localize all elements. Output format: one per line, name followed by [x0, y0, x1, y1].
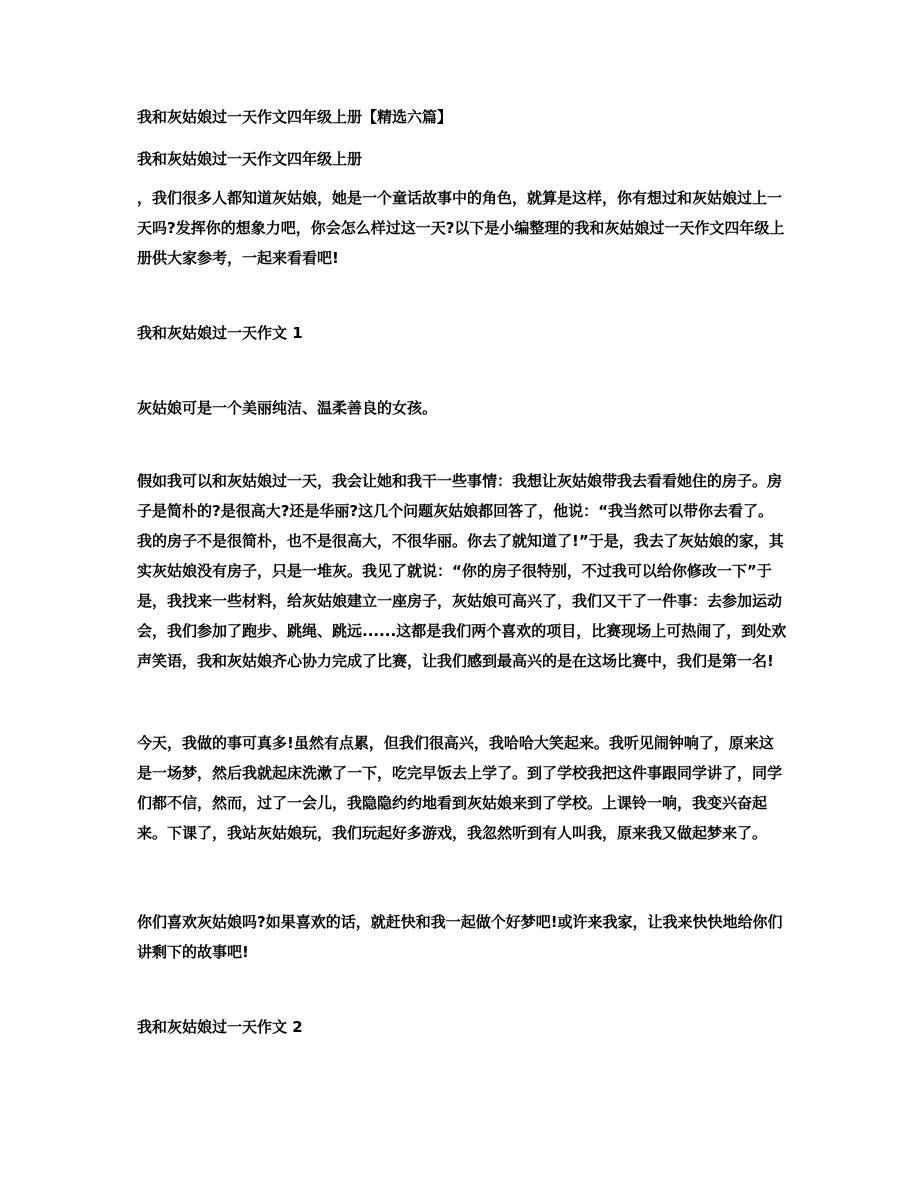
essay-1-paragraph-1: 灰姑娘可是一个美丽纯洁、温柔善良的女孩。: [137, 399, 438, 417]
document-title: 我和灰姑娘过一天作文四年级上册【精选六篇】: [137, 108, 453, 126]
essay-1-paragraph-4: 你们喜欢灰姑娘吗?如果喜欢的话，就赶快和我一起做个好梦吧!或许来我家，让我来快快地给你们讲剩下的故事吧!: [137, 913, 783, 961]
essay-1-heading: 我和灰姑娘过一天作文 1: [137, 324, 303, 342]
intro-paragraph: ，我们很多人都知道灰姑娘，她是一个童话故事中的角色，就算是这样，你有想过和灰姑娘过上一天吗?发挥你的想象力吧，你会怎么样过这一天?以下是小编整理的我和灰姑娘过一天作文四年级上册供大家参考，一起来看看吧!: [137, 189, 785, 267]
essay-1-paragraph-2: 假如我可以和灰姑娘过一天，我会让她和我干一些事情：我想让灰姑娘带我去看看她住的房子。房子是简朴的?是很高大?还是华丽?这几个问题灰姑娘都回答了，他说：“我当然可以带你去看了。我的房子不是很简朴，也不是很高大，不很华丽。你去了就知道了!”于是，我去了灰姑娘的家，其实灰姑娘没有房子，只是一堆灰。我见了就说：“你的房子很特别，不过我可以给你修改一下”于是，我找来一些材料，给灰姑娘建立一座房子，灰姑娘可高兴了，我们又干了一件事：去参加运动会，我们参加了跑步、跳绳、跳远......这都是我们两个喜欢的项目，比赛现场上可热闹了，到处欢声笑语，我和灰姑娘齐心协力完成了比赛，让我们感到最高兴的是在这场比赛中，我们是第一名!: [137, 472, 787, 670]
essay-2-heading: 我和灰姑娘过一天作文 2: [137, 1018, 303, 1036]
document-subtitle: 我和灰姑娘过一天作文四年级上册: [137, 150, 363, 168]
essay-1-paragraph-3: 今天，我做的事可真多!虽然有点累，但我们很高兴，我哈哈大笑起来。我听见闹钟响了，原来这是一场梦，然后我就起床洗漱了一下，吃完早饭去上学了。到了学校我把这件事跟同学讲了，同学们都不信，然而，过了一会儿，我隐隐约约地看到灰姑娘来到了学校。上课铃一响，我变兴奋起来。下课了，我站灰姑娘玩，我们玩起好多游戏，我忽然听到有人叫我，原来我又做起梦来了。: [137, 734, 783, 842]
